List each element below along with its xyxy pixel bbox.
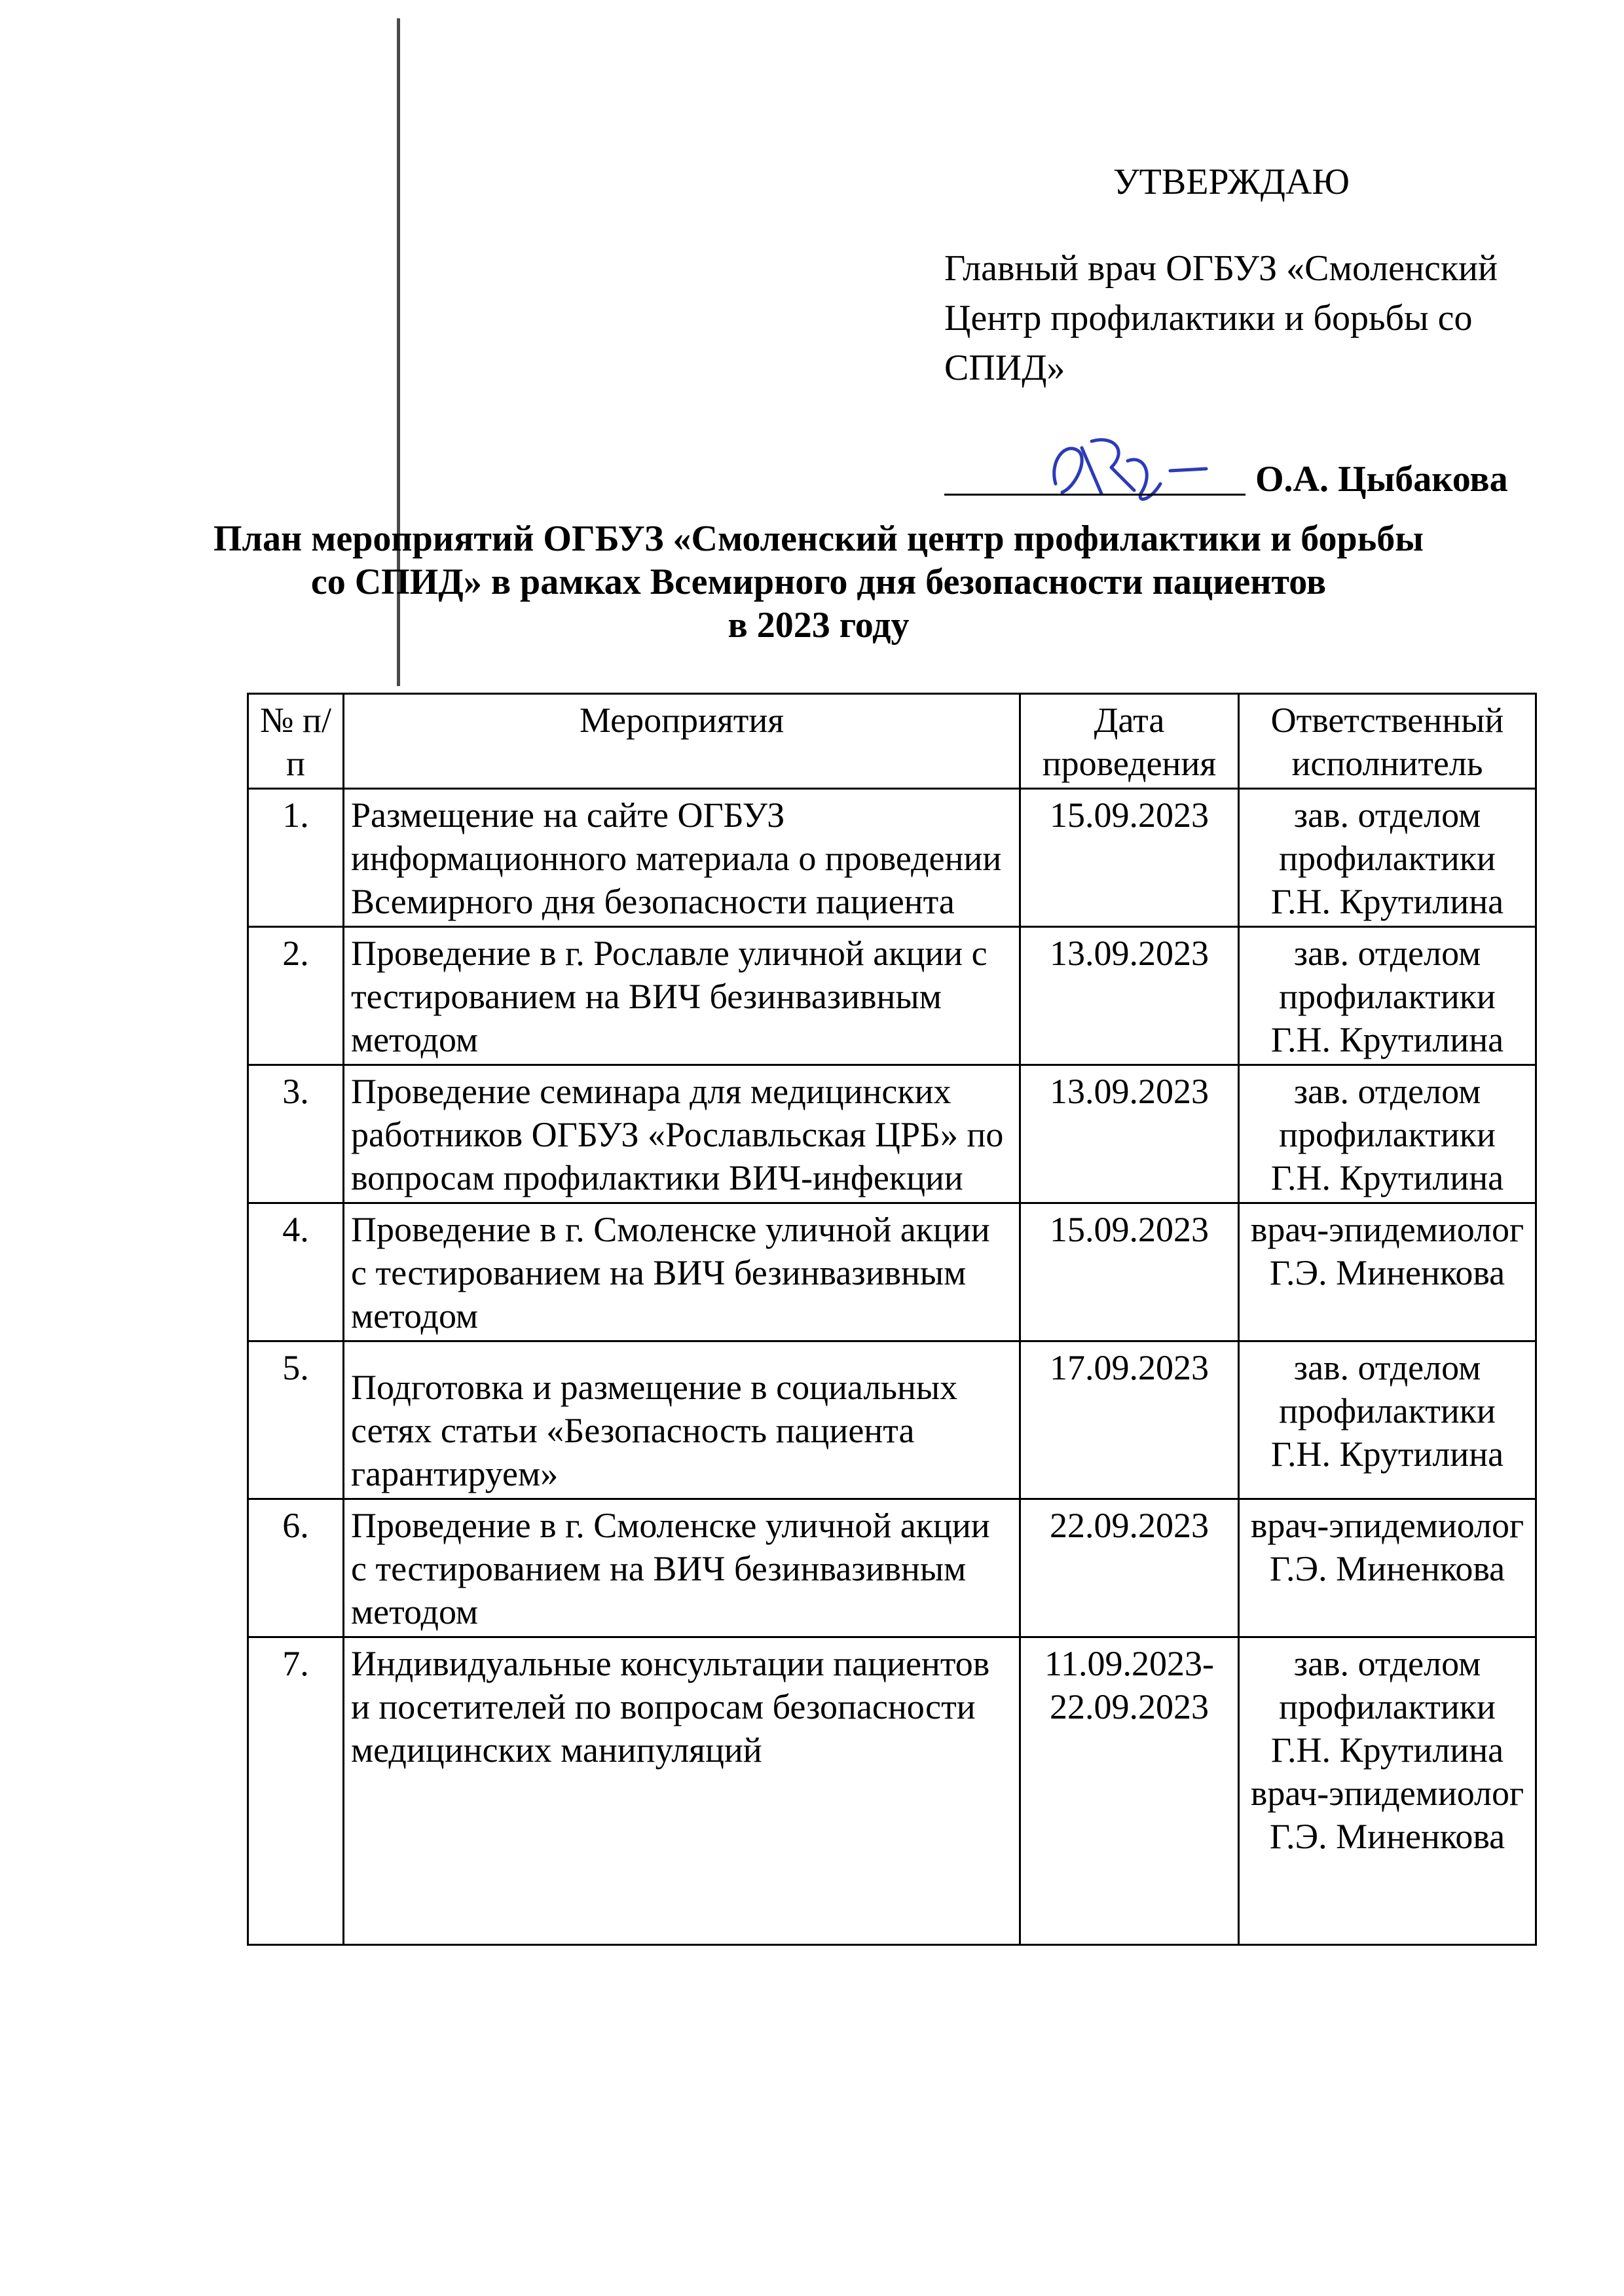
table-row [248,789,1536,927]
row-responsible [1239,1637,1536,1945]
table-header-row [248,694,1536,789]
title-line-1: План мероприятий ОГБУЗ «Смоленский центр профилактики и борьбы [213,519,1424,559]
signature-row [944,435,1534,513]
signer-name: О.А. Цыбакова [1255,459,1508,500]
row-date: 15.09.2023 [1020,789,1239,927]
row-date: 11.09.2023-22.09.2023 [1020,1637,1239,1945]
responsible-name: Г.Э. Миненкова [1269,1549,1505,1588]
header-date: Дата проведения [1020,694,1239,789]
row-event: Индивидуальные консультации пациентов и посетителей по вопросам безопасности медицинских манипуляций [344,1637,1020,1945]
header-responsible: Ответственный исполнитель [1239,694,1536,789]
row-date: 13.09.2023 [1020,927,1239,1065]
row-num: 5. [248,1341,344,1499]
responsible-position: врач-эпидемиолог [1250,1774,1524,1813]
responsible-position: врач-эпидемиолог [1250,1506,1524,1545]
title-line-3: в 2023 году [728,605,910,646]
row-event: Проведение в г. Смоленске уличной акции с тестированием на ВИЧ безинвазивным методом [344,1203,1020,1341]
row-responsible [1239,1341,1536,1499]
row-num: 7. [248,1637,344,1945]
row-event: Размещение на сайте ОГБУЗ информационного материала о проведении Всемирного дня безопасности пациента [344,789,1020,927]
events-table [247,693,1537,1946]
row-num: 2. [248,927,344,1065]
row-event: Проведение в г. Рославле уличной акции с тестированием на ВИЧ безинвазивным методом [344,927,1020,1065]
table-row [248,1637,1536,1945]
responsible-name: Г.Э. Миненкова [1269,1253,1505,1292]
table-row [248,927,1536,1065]
responsible-name: Г.Н. Крутилина [1270,1434,1504,1474]
approval-block [944,157,1534,513]
signature-line [944,494,1246,496]
approval-position: Главный врач ОГБУЗ «Смоленский Центр профилактики и борьбы со СПИД» [944,248,1498,388]
signature-image [1029,422,1252,513]
document-title [164,517,1473,647]
table-row [248,1341,1536,1499]
responsible-position: зав. отделом профилактики [1279,1348,1496,1430]
row-event: Проведение в г. Смоленске уличной акции с тестированием на ВИЧ безинвазивным методом [344,1499,1020,1637]
row-date: 22.09.2023 [1020,1499,1239,1637]
header-num: № п/п [248,694,344,789]
row-num: 1. [248,789,344,927]
row-date: 13.09.2023 [1020,1065,1239,1203]
row-event: Проведение семинара для медицинских работников ОГБУЗ «Рославльская ЦРБ» по вопросам профилактики ВИЧ-инфекции [344,1065,1020,1203]
responsible-position: зав. отделом профилактики [1279,934,1496,1016]
row-responsible [1239,1499,1536,1637]
responsible-name: Г.Н. Крутилина [1270,1158,1504,1197]
responsible-name: Г.Н. Крутилина [1270,1730,1504,1770]
table-row [248,1499,1536,1637]
title-line-2: со СПИД» в рамках Всемирного дня безопасности пациентов [310,562,1327,602]
row-num: 6. [248,1499,344,1637]
responsible-position: зав. отделом профилактики [1279,1072,1496,1154]
row-responsible [1239,1203,1536,1341]
approval-word: УТВЕРЖДАЮ [1113,162,1350,202]
row-responsible [1239,927,1536,1065]
row-num: 3. [248,1065,344,1203]
responsible-position: зав. отделом профилактики [1279,795,1496,878]
responsible-name: Г.Э. Миненкова [1269,1817,1505,1856]
row-responsible [1239,1065,1536,1203]
responsible-name: Г.Н. Крутилина [1270,882,1504,921]
table-row [248,1065,1536,1203]
responsible-position: зав. отделом профилактики [1279,1644,1496,1726]
row-responsible [1239,789,1536,927]
responsible-name: Г.Н. Крутилина [1270,1020,1504,1059]
table-row [248,1203,1536,1341]
row-date: 15.09.2023 [1020,1203,1239,1341]
row-date: 17.09.2023 [1020,1341,1239,1499]
row-num: 4. [248,1203,344,1341]
row-event: Подготовка и размещение в социальных сетях статьи «Безопасность пациента гарантируем» [344,1341,1020,1499]
responsible-position: врач-эпидемиолог [1250,1210,1524,1249]
header-events: Мероприятия [344,694,1020,789]
